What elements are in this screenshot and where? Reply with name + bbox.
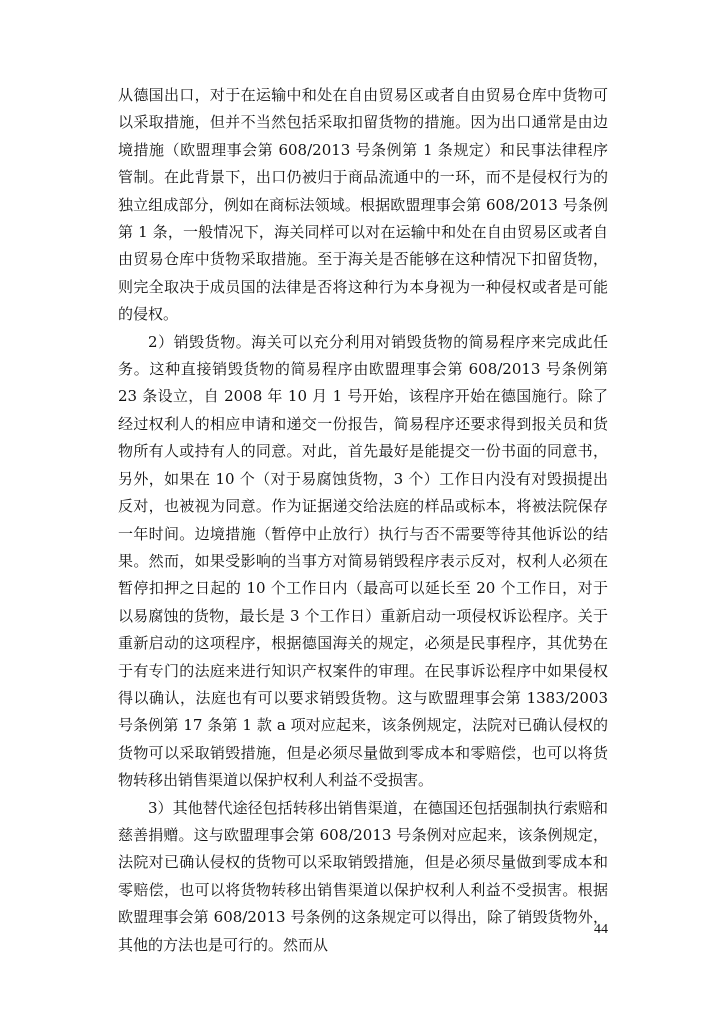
paragraph-destruction-of-goods: 2）销毁货物。海关可以充分利用对销毁货物的简易程序来完成此任务。这种直接销毁货物的简易程序由欧盟理事会第 608/2013 号条例第 23 条设立，自 2008 年 10 月 1 号开始，该程序开始在德国施行。除了经过权利人的相应申请和递交一份报告，简易程序还要求得到报关员和货物所有人或持有人的同意。对此，首先最好是能提交一份书面的同意书，另外，如果在 10 个（对于易腐蚀货物，3 个）工作日内没有对毁损提出反对，也被视为同意。作为证据递交给法庭的样品或标本，将被法院保存一年时间。边境措施（暂停中止放行）执行与否不需要等待其他诉讼的结果。然而，如果受影响的当事方对简易销毁程序表示反对，权利人必须在暂停扣押之日起的 10 个工作日内（最高可以延长至 20 个工作日，对于以易腐蚀的货物，最长是 3 个工作日）重新启动一项侵权诉讼程序。关于重新启动的这项程序，根据德国海关的规定，必须是民事程序，其优势在于有专门的法庭来进行知识产权案件的审理。在民事诉讼程序中如果侵权得以确认，法庭也有可以要求销毁货物。这与欧盟理事会第 1383/2003 号条例第 17 条第 1 款 a 项对应起来，该条例规定，法院对已确认侵权的货物可以采取销毁措施，但是必须尽量做到零成本和零赔偿，也可以将货物转移出销售渠道以保护权利人利益不受损害。 (118, 332, 608, 790)
paragraph-export-measures: 从德国出口，对于在运输中和处在自由贸易区或者自由贸易仓库中货物可以采取措施，但并不当然包括采取扣留货物的措施。因为出口通常是由边境措施（欧盟理事会第 608/2013 号条例第 1 条规定）和民事法律程序管制。在此背景下，出口仍被归于商品流通中的一环，而不是侵权行为的独立组成部分，例如在商标法领域。根据欧盟理事会第 608/2013 号条例第 1 条，一般情况下，海关同样可以对在运输中和处在自由贸易区或者自由贸易仓库中货物采取措施。至于海关是否能够在这种情况下扣留货物，则完全取决于成员国的法律是否将这种行为本身视为一种侵权或者是可能的侵权。 (118, 86, 608, 324)
paragraph-alternative-routes: 3）其他替代途径包括转移出销售渠道，在德国还包括强制执行索赔和慈善捐赠。这与欧盟理事会第 608/2013 号条例对应起来，该条例规定，法院对已确认侵权的货物可以采取销毁措施，但是必须尽量做到零成本和零赔偿，也可以将货物转移出销售渠道以保护权利人利益不受损害。根据欧盟理事会第 608/2013 号条例的这条规定可以得出，除了销毁货物外，其他的方法也是可行的。然而从 (118, 798, 608, 954)
document-body (118, 82, 608, 959)
page-number: 44 (594, 922, 608, 937)
